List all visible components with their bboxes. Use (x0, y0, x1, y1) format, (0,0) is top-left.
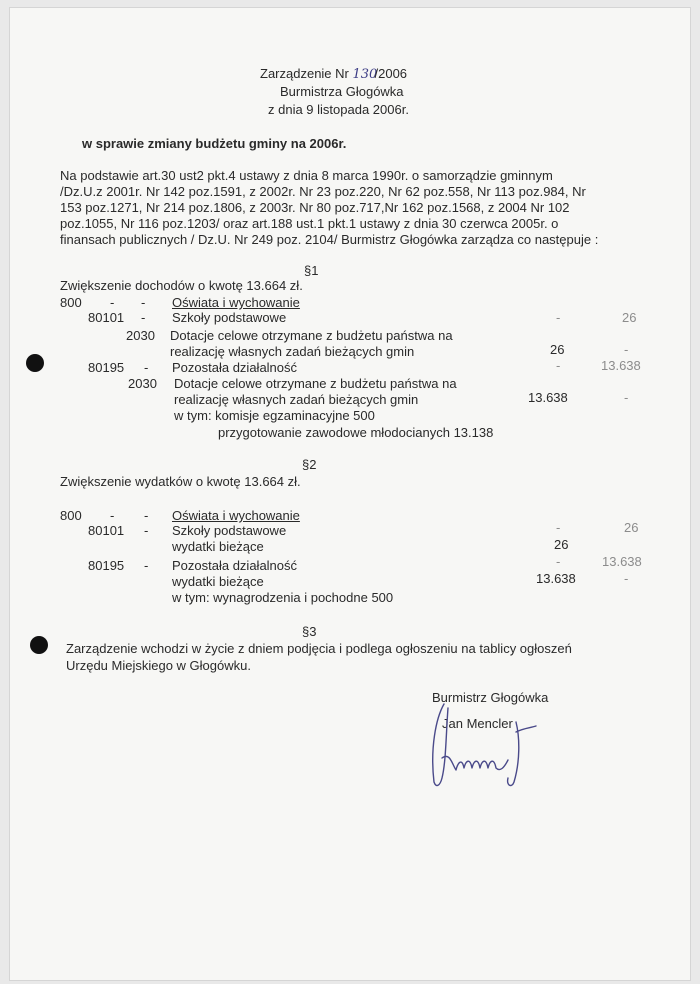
dash: - (110, 508, 115, 523)
section-mark: §2 (302, 457, 317, 472)
punch-hole (30, 636, 48, 654)
position-name: Dotacje celowe otrzymane z budżetu państwa na (174, 376, 457, 391)
detail-line: przygotowanie zawodowe młodocianych 13.138 (218, 425, 494, 440)
dash: - (144, 558, 149, 573)
position-name-cont: wydatki bieżące (172, 574, 264, 589)
paragraf-code: 2030 (128, 376, 157, 391)
amount-b: 13.638 (602, 554, 642, 569)
position-name-cont: realizację własnych zadań bieżących gmin (170, 344, 415, 359)
dzial-code: 800 (60, 508, 82, 523)
amount-b: - (624, 390, 629, 405)
signature-title: Burmistrz Głogówka (432, 690, 549, 705)
issuer-line: Burmistrza Głogówka (280, 84, 404, 99)
amount-a: - (556, 520, 561, 535)
amount-b: 26 (624, 520, 639, 535)
rozdzial-code: 80101 (88, 523, 125, 538)
detail-line: w tym: wynagrodzenia i pochodne 500 (172, 590, 394, 605)
amount-a: - (556, 358, 561, 373)
preamble-line: 153 poz.1271, Nr 214 poz.1806, z 2003r. Nr 80 poz.717,Nr 162 poz.1568, z 2004 Nr 102 (60, 200, 570, 215)
preamble-line: poz.1055, Nr 116 poz.1203/ oraz art.188 ust.1 pkt.1 ustawy z dnia 30 czerwca 2005r. o (60, 216, 559, 231)
detail-line: w tym: komisje egzaminacyjne 500 (174, 408, 375, 423)
rozdzial-code: 80101 (88, 310, 125, 325)
closing-line: Zarządzenie wchodzi w życie z dniem podjęcia i podlega ogłoszeniu na tablicy ogłoszeń (66, 641, 572, 656)
closing-line: Urzędu Miejskiego w Głogówku. (66, 658, 251, 673)
date-line: z dnia 9 listopada 2006r. (268, 102, 409, 117)
dzial-name: Oświata i wychowanie (172, 508, 300, 523)
amount-b: - (624, 342, 629, 357)
position-name: Pozostała działalność (172, 558, 298, 573)
rozdzial-code: 80195 (88, 360, 125, 375)
section-mark: §3 (302, 624, 317, 639)
punch-hole (26, 354, 44, 372)
dash: - (144, 523, 149, 538)
handwritten-number: 130 (352, 67, 378, 82)
dash: - (141, 310, 146, 325)
position-name: Szkoły podstawowe (172, 310, 287, 325)
document-page (10, 8, 690, 980)
paragraf-code: 2030 (126, 328, 155, 343)
preamble-line: /Dz.U.z 2001r. Nr 142 poz.1591, z 2002r. Nr 23 poz.220, Nr 62 poz.558, Nr 113 poz.984, Nr (60, 184, 586, 199)
subject: w sprawie zmiany budżetu gminy na 2006r. (82, 136, 347, 151)
dash: - (144, 508, 149, 523)
section-intro: Zwiększenie dochodów o kwotę 13.664 zł. (60, 278, 303, 293)
amount-b: - (624, 571, 629, 586)
amount-b: 13.638 (601, 358, 641, 373)
position-name-cont: wydatki bieżące (172, 539, 264, 554)
amount-a: - (556, 310, 561, 325)
dzial-code: 800 (60, 295, 82, 310)
dash: - (110, 295, 115, 310)
rozdzial-code: 80195 (88, 558, 125, 573)
amount-a: 26 (554, 537, 569, 552)
position-name: Szkoły podstawowe (172, 523, 287, 538)
dash: - (144, 360, 149, 375)
position-name: Dotacje celowe otrzymane z budżetu państwa na (170, 328, 453, 343)
preamble-line: Na podstawie art.30 ust2 pkt.4 ustawy z dnia 8 marca 1990r. o samorządzie gminnym (60, 168, 553, 183)
section-intro: Zwiększenie wydatków o kwotę 13.664 zł. (60, 474, 301, 489)
document-title: Zarządzenie Nr 130/2006 (260, 66, 408, 82)
preamble-line: finansach publicznych / Dz.U. Nr 249 poz. 2104/ Burmistrz Głogówka zarządza co następuje : (60, 232, 599, 247)
handwritten-signature (420, 698, 540, 794)
amount-a: 13.638 (536, 571, 576, 586)
dash: - (141, 295, 146, 310)
amount-b: 26 (622, 310, 637, 325)
position-name: Pozostała działalność (172, 360, 298, 375)
amount-a: 26 (550, 342, 565, 357)
signature-name: Jan Mencler (442, 716, 513, 731)
dzial-name: Oświata i wychowanie (172, 295, 300, 310)
amount-a: 13.638 (528, 390, 568, 405)
section-mark: §1 (304, 263, 319, 278)
amount-a: - (556, 554, 561, 569)
position-name-cont: realizację własnych zadań bieżących gmin (174, 392, 419, 407)
